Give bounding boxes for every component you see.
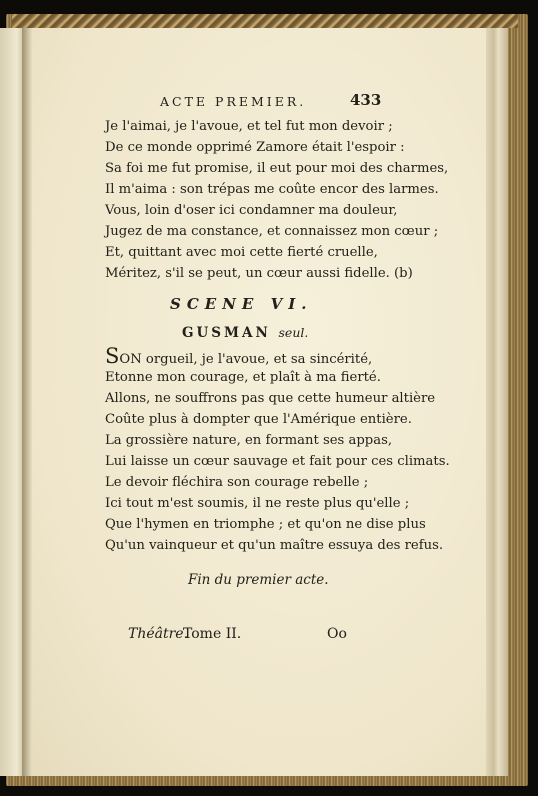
verse-line: De ce monde opprimé Zamore était l'espoir : <box>105 140 405 155</box>
speech-line: La grossière nature, en formant ses appas, <box>105 433 393 448</box>
speech-first-line: SON orgueil, je l'avoue, et sa sincérité, <box>105 344 373 368</box>
running-title: ACTE PREMIER. <box>160 94 307 109</box>
stage-direction: seul. <box>278 325 309 340</box>
character-heading <box>182 325 308 341</box>
verse-line: Il m'aima : son trépas me coûte encor des larmes. <box>105 182 439 197</box>
page-number: 433 <box>350 91 382 109</box>
verse-line: Jugez de ma constance, et connaissez mon cœur ; <box>105 224 439 239</box>
speech-line: Coûte plus à dompter que l'Amérique entière. <box>105 412 412 427</box>
speech-line: Que l'hymen en triomphe ; et qu'on ne dise plus <box>105 517 426 532</box>
signature-mark: Oo <box>327 626 347 642</box>
speech-line: Ici tout m'est soumis, il ne reste plus qu'elle ; <box>105 496 410 511</box>
right-page-edges <box>484 28 508 776</box>
left-page-sliver <box>0 28 24 776</box>
footer-volume: Tome II. <box>183 626 242 642</box>
book-page <box>30 28 486 776</box>
character-name: GUSMAN <box>182 325 271 341</box>
speech-line: Etonne mon courage, et plaît à ma fierté. <box>105 370 381 385</box>
speech-line: Le devoir fléchira son courage rebelle ; <box>105 475 369 490</box>
verse-line: Méritez, s'il se peut, un cœur aussi fidelle. (b) <box>105 266 413 281</box>
verse-line: Je l'aimai, je l'avoue, et tel fut mon devoir ; <box>105 119 393 134</box>
scene-heading: SCENE VI. <box>170 295 313 313</box>
footer-title: Théâtre. <box>128 626 189 642</box>
book-top-edge <box>12 14 518 28</box>
end-of-act-note: Fin du premier acte. <box>188 572 329 588</box>
speech-line: Qu'un vainqueur et qu'un maître essuya des refus. <box>105 538 444 553</box>
verse-line: Vous, loin d'oser ici condamner ma douleur, <box>105 203 398 218</box>
speech-line: Lui laisse un cœur sauvage et fait pour ces climats. <box>105 454 450 469</box>
speech-line: Allons, ne souffrons pas que cette humeur altière <box>105 391 436 406</box>
verse-line: Sa foi me fut promise, il eut pour moi des charmes, <box>105 161 449 176</box>
drop-initial: S <box>105 344 120 368</box>
verse-line: Et, quittant avec moi cette fierté cruelle, <box>105 245 378 260</box>
page-gutter <box>22 28 32 776</box>
